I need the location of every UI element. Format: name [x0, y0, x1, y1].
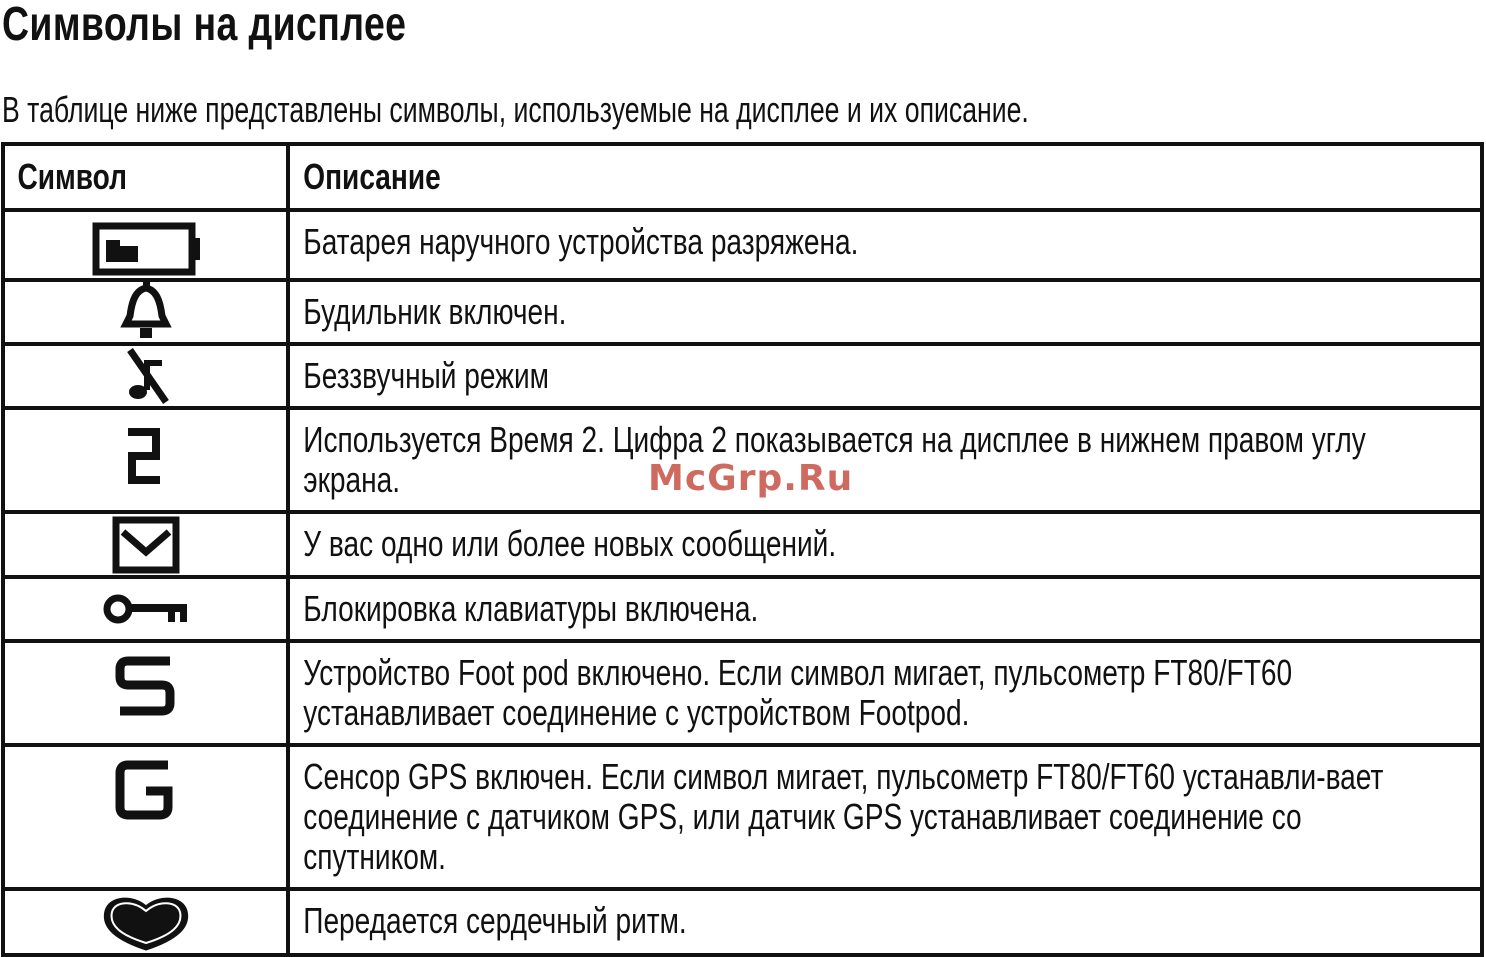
table-row [3, 577, 1482, 641]
icon-cell [3, 889, 288, 955]
description-cell: Сенсор GPS включен. Если символ мигает, пульсометр FT80/FT60 устанавли-вает соединение с датчиком GPS, или датчик GPS устанавливает соединение со спутником. [288, 745, 1482, 889]
header-description: Описание [288, 144, 1482, 210]
table-row [3, 280, 1482, 344]
foot-pod-s-icon [106, 643, 186, 723]
description-cell: Передается сердечный ритм. [288, 889, 1482, 955]
page-title: Символы на дисплее [2, 0, 407, 51]
description-cell: Блокировка клавиатуры включена. [288, 577, 1482, 641]
watermark: McGrp.Ru [648, 458, 854, 499]
table-row [3, 889, 1482, 955]
table-row [3, 745, 1482, 889]
table-row [3, 344, 1482, 408]
low-battery-icon [86, 212, 206, 276]
description-cell: Батарея наручного устройства разряжена. [288, 210, 1482, 280]
icon-cell [3, 210, 288, 280]
icon-cell [3, 577, 288, 641]
time-2-icon [116, 410, 176, 490]
symbols-table [1, 142, 1484, 957]
icon-cell [3, 512, 288, 577]
icon-cell [3, 344, 288, 408]
table-row [3, 210, 1482, 280]
table-header-row [3, 144, 1482, 210]
envelope-icon [101, 514, 191, 574]
description-cell: Устройство Foot pod включено. Если символ мигает, пульсометр FT80/FT60 устанавливает соединение с устройством Footpod. [288, 641, 1482, 745]
table-row [3, 641, 1482, 745]
description-cell: Используется Время 2. Цифра 2 показывается на дисплее в нижнем правом углу экрана. [288, 408, 1482, 512]
description-cell: Беззвучный режим [288, 344, 1482, 408]
silent-mode-icon [116, 346, 176, 406]
icon-cell [3, 280, 288, 344]
description-cell: Будильник включен. [288, 280, 1482, 344]
alarm-bell-icon [116, 282, 176, 342]
key-icon [86, 579, 206, 639]
header-symbol: Символ [3, 144, 288, 210]
icon-cell [3, 745, 288, 889]
heart-icon [96, 891, 196, 953]
table-row [3, 512, 1482, 577]
gps-g-icon [106, 747, 186, 827]
icon-cell [3, 641, 288, 745]
description-cell: У вас одно или более новых сообщений. [288, 512, 1482, 577]
intro-text: В таблице ниже представлены символы, используемые на дисплее и их описание. [2, 89, 1029, 130]
icon-cell [3, 408, 288, 512]
